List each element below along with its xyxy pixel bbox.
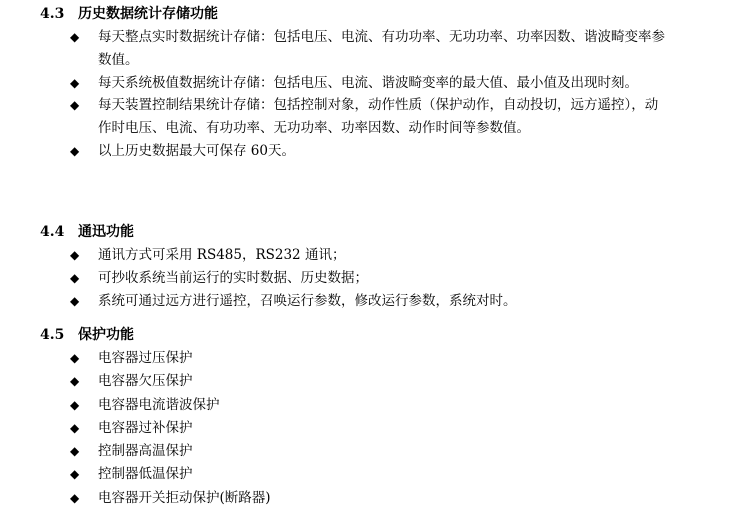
list-item xyxy=(0,26,730,72)
list-item xyxy=(0,72,730,95)
section-number: 4.5 xyxy=(40,327,65,343)
list-item xyxy=(0,487,730,510)
list-item-text: 电容器过压保护 xyxy=(98,350,193,366)
section-4-4 xyxy=(0,220,730,312)
list-item-text: 电容器过补保护 xyxy=(98,419,193,436)
diamond-bullet-icon: ◆ xyxy=(70,98,80,113)
diamond-bullet-icon: ◆ xyxy=(70,397,80,412)
list-item xyxy=(0,290,730,313)
diamond-bullet-icon: ◆ xyxy=(70,467,80,482)
diamond-bullet-icon: ◆ xyxy=(70,351,80,365)
list-item-text: 电容器开关拒动保护(断路器) xyxy=(98,489,271,506)
diamond-bullet-icon: ◆ xyxy=(70,374,80,389)
diamond-bullet-icon: ◆ xyxy=(70,143,80,158)
list-item xyxy=(0,463,730,486)
diamond-bullet-icon: ◆ xyxy=(70,293,80,308)
list-item xyxy=(0,440,730,463)
bullet-list xyxy=(0,347,730,510)
list-item-text: 以上历史数据最大可保存 60天。 xyxy=(98,142,295,159)
list-item-text: 可抄收系统当前运行的实时数据、历史数据； xyxy=(98,269,368,286)
list-item xyxy=(0,267,730,290)
list-item-text: 电容器欠压保护 xyxy=(98,373,193,390)
diamond-bullet-icon: ◆ xyxy=(70,248,80,262)
list-item-text: 通讯方式可采用 RS485，RS232 通讯； xyxy=(98,247,346,263)
list-item xyxy=(0,94,730,140)
section-heading xyxy=(0,323,730,347)
list-item-text: 控制器高温保护 xyxy=(98,443,193,460)
list-item-text: 每天整点实时数据统计存储：包括电压、电流、有功功率、无功功率、功率因数、谐波畸变率参数值。 xyxy=(98,29,665,68)
section-title: 历史数据统计存储功能 xyxy=(78,6,218,22)
list-item xyxy=(0,347,730,370)
section-title: 保护功能 xyxy=(78,327,134,343)
diamond-bullet-icon: ◆ xyxy=(70,30,80,44)
diamond-bullet-icon: ◆ xyxy=(70,490,80,505)
list-item-text: 电容器电流谐波保护 xyxy=(98,396,220,413)
section-4-5 xyxy=(0,323,730,510)
section-number: 4.4 xyxy=(40,224,65,240)
section-4-3 xyxy=(0,2,730,163)
list-item xyxy=(0,370,730,393)
section-title: 通迅功能 xyxy=(78,224,134,240)
diamond-bullet-icon: ◆ xyxy=(70,270,80,285)
section-heading xyxy=(0,2,730,26)
list-item-text: 控制器低温保护 xyxy=(98,466,193,483)
section-heading xyxy=(0,220,730,244)
bullet-list xyxy=(0,26,730,163)
diamond-bullet-icon: ◆ xyxy=(70,75,80,90)
list-item-text: 每天系统极值数据统计存储：包括电压、电流、谐波畸变率的最大值、最小值及出现时刻。 xyxy=(98,74,638,91)
list-item xyxy=(0,417,730,440)
list-item xyxy=(0,244,730,267)
diamond-bullet-icon: ◆ xyxy=(70,420,80,435)
list-item-text: 系统可通过远方进行遥控，召唤运行参数，修改运行参数，系统对时。 xyxy=(98,292,517,309)
section-number: 4.3 xyxy=(40,6,65,22)
list-item-text: 每天装置控制结果统计存储：包括控制对象，动作性质（保护动作，自动投切，远方遥控），动作时电压、电流、有功功率、无功功率、功率因数、动作时间等参数值。 xyxy=(98,97,659,137)
bullet-list xyxy=(0,244,730,312)
list-item xyxy=(0,140,730,163)
diamond-bullet-icon: ◆ xyxy=(70,444,80,459)
list-item xyxy=(0,394,730,417)
